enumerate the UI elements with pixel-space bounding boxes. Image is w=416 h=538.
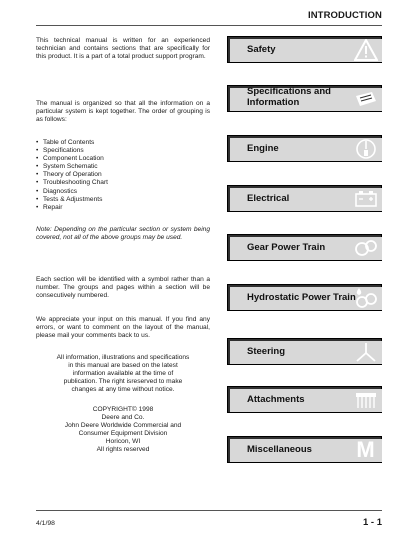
list-item: • Theory of Operation — [36, 171, 210, 179]
section-tab-engine[interactable] — [227, 135, 382, 162]
section-label: Steering — [247, 346, 286, 357]
section-tab-safety[interactable] — [227, 36, 382, 63]
section-label: Miscellaneous — [247, 444, 312, 455]
group-list — [36, 139, 210, 212]
letter-m-icon — [352, 438, 379, 461]
symbol-paragraph: Each section will be identified with a symbol rather than a number. The groups and pages within a section will be consecutively numbered. — [36, 276, 210, 300]
list-item: • Diagnostics — [36, 188, 210, 196]
section-tab-gear-power-train[interactable] — [227, 234, 382, 261]
copyright-company: Deere and Co. — [101, 414, 145, 422]
note-paragraph: Note: Depending on the particular section or system being covered, not all of the above groups may be used. — [36, 226, 210, 242]
gears-icon — [352, 236, 379, 259]
battery-icon — [352, 187, 379, 210]
copyright-rights: All rights reserved — [96, 446, 150, 454]
section-label: Gear Power Train — [247, 242, 326, 253]
engine-gauge-icon — [352, 137, 379, 160]
warning-triangle-icon — [352, 38, 379, 61]
footer-rule — [36, 510, 382, 511]
letter-m-glyph: M — [356, 436, 375, 462]
copyright-line: COPYRIGHT© 1998 — [92, 406, 154, 413]
section-label: Safety — [247, 44, 276, 55]
copyright-block — [46, 406, 200, 455]
section-label: Specifications and Information — [247, 86, 331, 108]
intro-paragraph: This technical manual is written for an experienced technician and contains sections that are specifically for this product. It is a part of a total product support program. — [36, 37, 210, 61]
disclaimer-paragraph: All information, illustrations and specifications in this manual are based on the latest information available at the time of publication. The right isreserved to make changes at any time without notice. — [56, 354, 190, 394]
header-rule — [36, 25, 382, 26]
list-item: • Tests & Adjustments — [36, 196, 210, 204]
list-item: • Component Location — [36, 155, 210, 163]
list-item: • Troubleshooting Chart — [36, 179, 210, 187]
list-item: • Repair — [36, 204, 210, 212]
copyright-division: John Deere Worldwide Commercial and — [64, 422, 182, 430]
section-tab-miscellaneous[interactable] — [227, 436, 382, 463]
copyright-division: Consumer Equipment Division — [78, 430, 168, 438]
footer-date: 4/1/98 — [36, 520, 55, 527]
section-label: Attachments — [247, 394, 305, 405]
copyright-location: Horicon, WI — [105, 438, 141, 446]
steering-icon — [352, 340, 379, 363]
page-number: 1 - 1 — [362, 517, 382, 528]
organization-paragraph: The manual is organized so that all the information on a particular system is kept together. The order of grouping is as follows: — [36, 100, 210, 124]
spec-tag-icon — [352, 87, 379, 110]
list-item: • Table of Contents — [36, 139, 210, 147]
section-tab-specifications[interactable] — [227, 85, 382, 112]
list-item: • Specifications — [36, 147, 210, 155]
section-label: Engine — [247, 143, 279, 154]
section-label: Electrical — [247, 193, 290, 204]
page-title: INTRODUCTION — [307, 10, 382, 21]
list-item: • System Schematic — [36, 163, 210, 171]
hydrostatic-icon — [352, 286, 379, 309]
section-tab-attachments[interactable] — [227, 386, 382, 413]
section-tab-electrical[interactable] — [227, 185, 382, 212]
input-paragraph: We appreciate your input on this manual. If you find any errors, or want to comment on the layout of the manual, please mail your comments back to us. — [36, 316, 210, 340]
section-tab-steering[interactable] — [227, 338, 382, 365]
section-label: Hydrostatic Power Train — [247, 292, 356, 303]
attachment-bucket-icon — [352, 388, 379, 411]
section-tab-hydrostatic-power-train[interactable] — [227, 284, 382, 311]
